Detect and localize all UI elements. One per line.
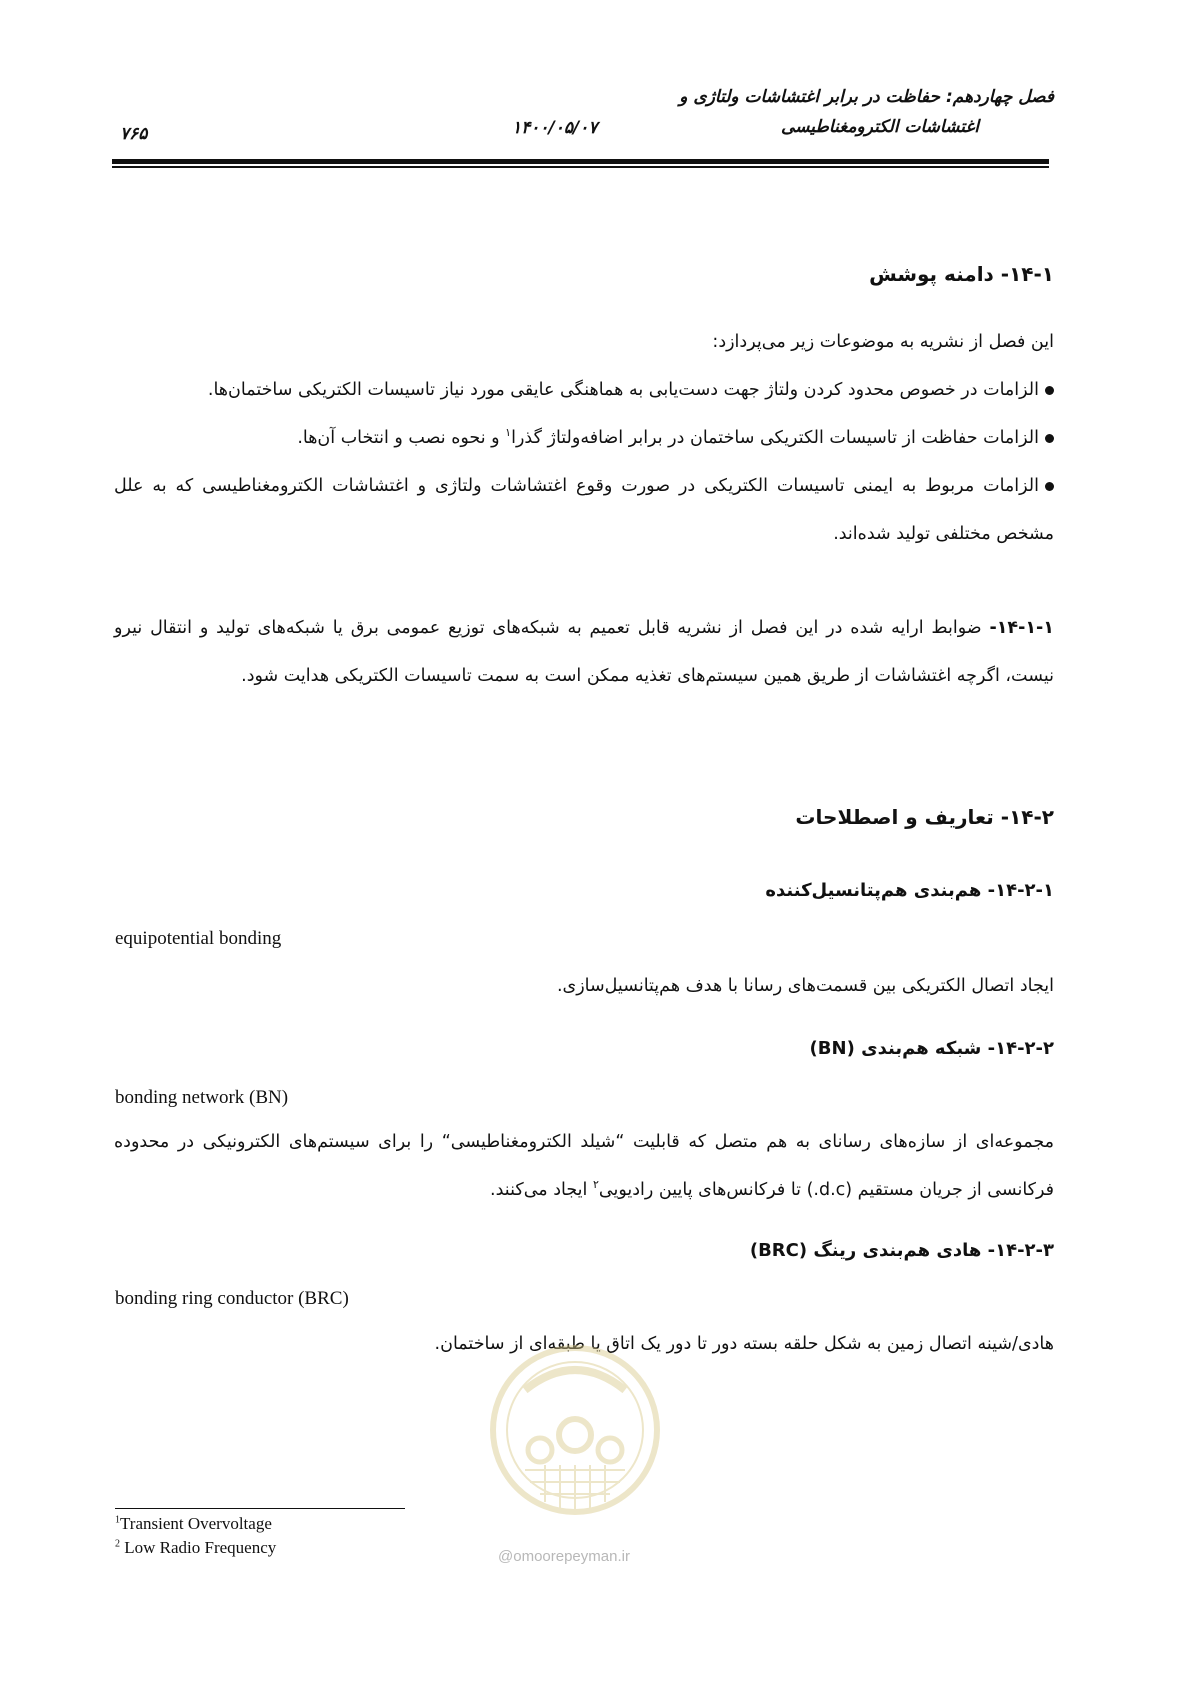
footnote xyxy=(115,1538,276,1558)
footnote-ref: ۱ xyxy=(505,426,512,440)
footnote-mark: 2 xyxy=(115,1538,120,1550)
footnote-rule xyxy=(115,1508,405,1509)
watermark-text: @omoorepeyman.ir xyxy=(498,1548,630,1565)
section-heading-definitions: ۱۴-۲- تعاریف و اصطلاحات xyxy=(795,805,1054,829)
footnote-text: Low Radio Frequency xyxy=(124,1538,277,1557)
term-heading: ۱۴-۲-۲- شبکه هم‌بندی (BN) xyxy=(809,1038,1054,1059)
bullet-icon xyxy=(1045,386,1054,395)
term-english: bonding network (BN) xyxy=(115,1087,289,1108)
term-english: equipotential bonding xyxy=(115,928,282,949)
term-definition: هادی/شینه اتصال زمین به شکل حلقه بسته دور تا دور یک اتاق یا طبقه‌ای از ساختمان. xyxy=(434,1334,1054,1354)
bullet-item xyxy=(114,414,1054,462)
footnote-text: Transient Overvoltage xyxy=(120,1514,272,1533)
bullet-text-continued: و نحوه نصب و انتخاب آن‌ها. xyxy=(297,428,500,448)
term-definition-text-end: ایجاد می‌کنند. xyxy=(490,1180,593,1200)
bullet-text: الزامات در خصوص محدود کردن ولتاژ جهت دست‌یابی به هماهنگی عایقی مورد نیاز تاسیسات الکتریکی ساختمان‌ها. xyxy=(207,380,1039,400)
term-definition: ایجاد اتصال الکتریکی بین قسمت‌های رسانا با هدف هم‌پتانسیل‌سازی. xyxy=(556,976,1054,996)
watermark-logo-icon xyxy=(485,1330,665,1530)
bullet-text: الزامات حفاظت از تاسیسات الکتریکی ساختمان در برابر اضافه‌ولتاژ گذرا xyxy=(511,428,1039,448)
bullet-icon xyxy=(1045,482,1054,491)
bullet-text: الزامات مربوط به ایمنی تاسیسات الکتریکی در صورت وقوع اغتشاشات ولتاژی و اغتشاشات الکترومغناطیسی که به علل مشخص مختلفی تولید شده‌اند. xyxy=(114,476,1054,544)
page-number: ۷۶۵ xyxy=(120,124,148,144)
header-rule-thin xyxy=(112,166,1049,168)
section-heading-scope: ۱۴-۱- دامنه پوشش xyxy=(869,262,1054,286)
footnote-mark: 1 xyxy=(115,1514,120,1526)
bullet-item xyxy=(114,462,1054,558)
footnote-ref: ۲ xyxy=(592,1178,599,1192)
scope-intro: این فصل از نشریه به موضوعات زیر می‌پردازد: xyxy=(712,332,1054,352)
bullet-item xyxy=(114,366,1054,414)
term-heading: ۱۴-۲-۱- هم‌بندی هم‌پتانسیل‌کننده xyxy=(765,880,1054,901)
term-heading: ۱۴-۲-۳- هادی هم‌بندی رینگ (BRC) xyxy=(749,1240,1054,1261)
clause-text: ضوابط ارایه شده در این فصل از نشریه قابل تعمیم به شبکه‌های توزیع عمومی برق یا شبکه‌های تولید و انتقال نیرو نیست، اگرچه اغتشاشات از طریق همین سیستم‌های تغذیه ممکن است به سمت تاسیسات الکتریکی هدایت شود. xyxy=(114,618,1054,686)
term-definition-text: مجموعه‌ای از سازه‌های رسانای به هم متصل که قابلیت “شیلد الکترومغناطیسی“ را برای سیستم‌های الکترونیکی در محدوده فرکانسی از جریان مستقیم (d.c.) تا فرکانس‌های پایین رادیویی xyxy=(114,1132,1054,1200)
term-definition xyxy=(114,1118,1054,1214)
clause-14-1-1 xyxy=(114,604,1054,700)
term-english: bonding ring conductor (BRC) xyxy=(115,1288,349,1309)
chapter-title-line2: اغتشاشات الکترومغناطیسی xyxy=(780,117,979,137)
clause-number: ۱۴-۱-۱- xyxy=(989,618,1054,638)
footnote xyxy=(115,1514,272,1534)
header-date: ۱۴۰۰/۰۵/۰۷ xyxy=(512,118,598,138)
scope-bullet-list xyxy=(114,366,1054,558)
chapter-title-line1: فصل چهاردهم: حفاظت در برابر اغتشاشات ولتاژی و xyxy=(679,87,1054,107)
running-header-chapter xyxy=(634,82,1054,142)
header-rule-thick xyxy=(112,159,1049,164)
bullet-icon xyxy=(1045,434,1054,443)
